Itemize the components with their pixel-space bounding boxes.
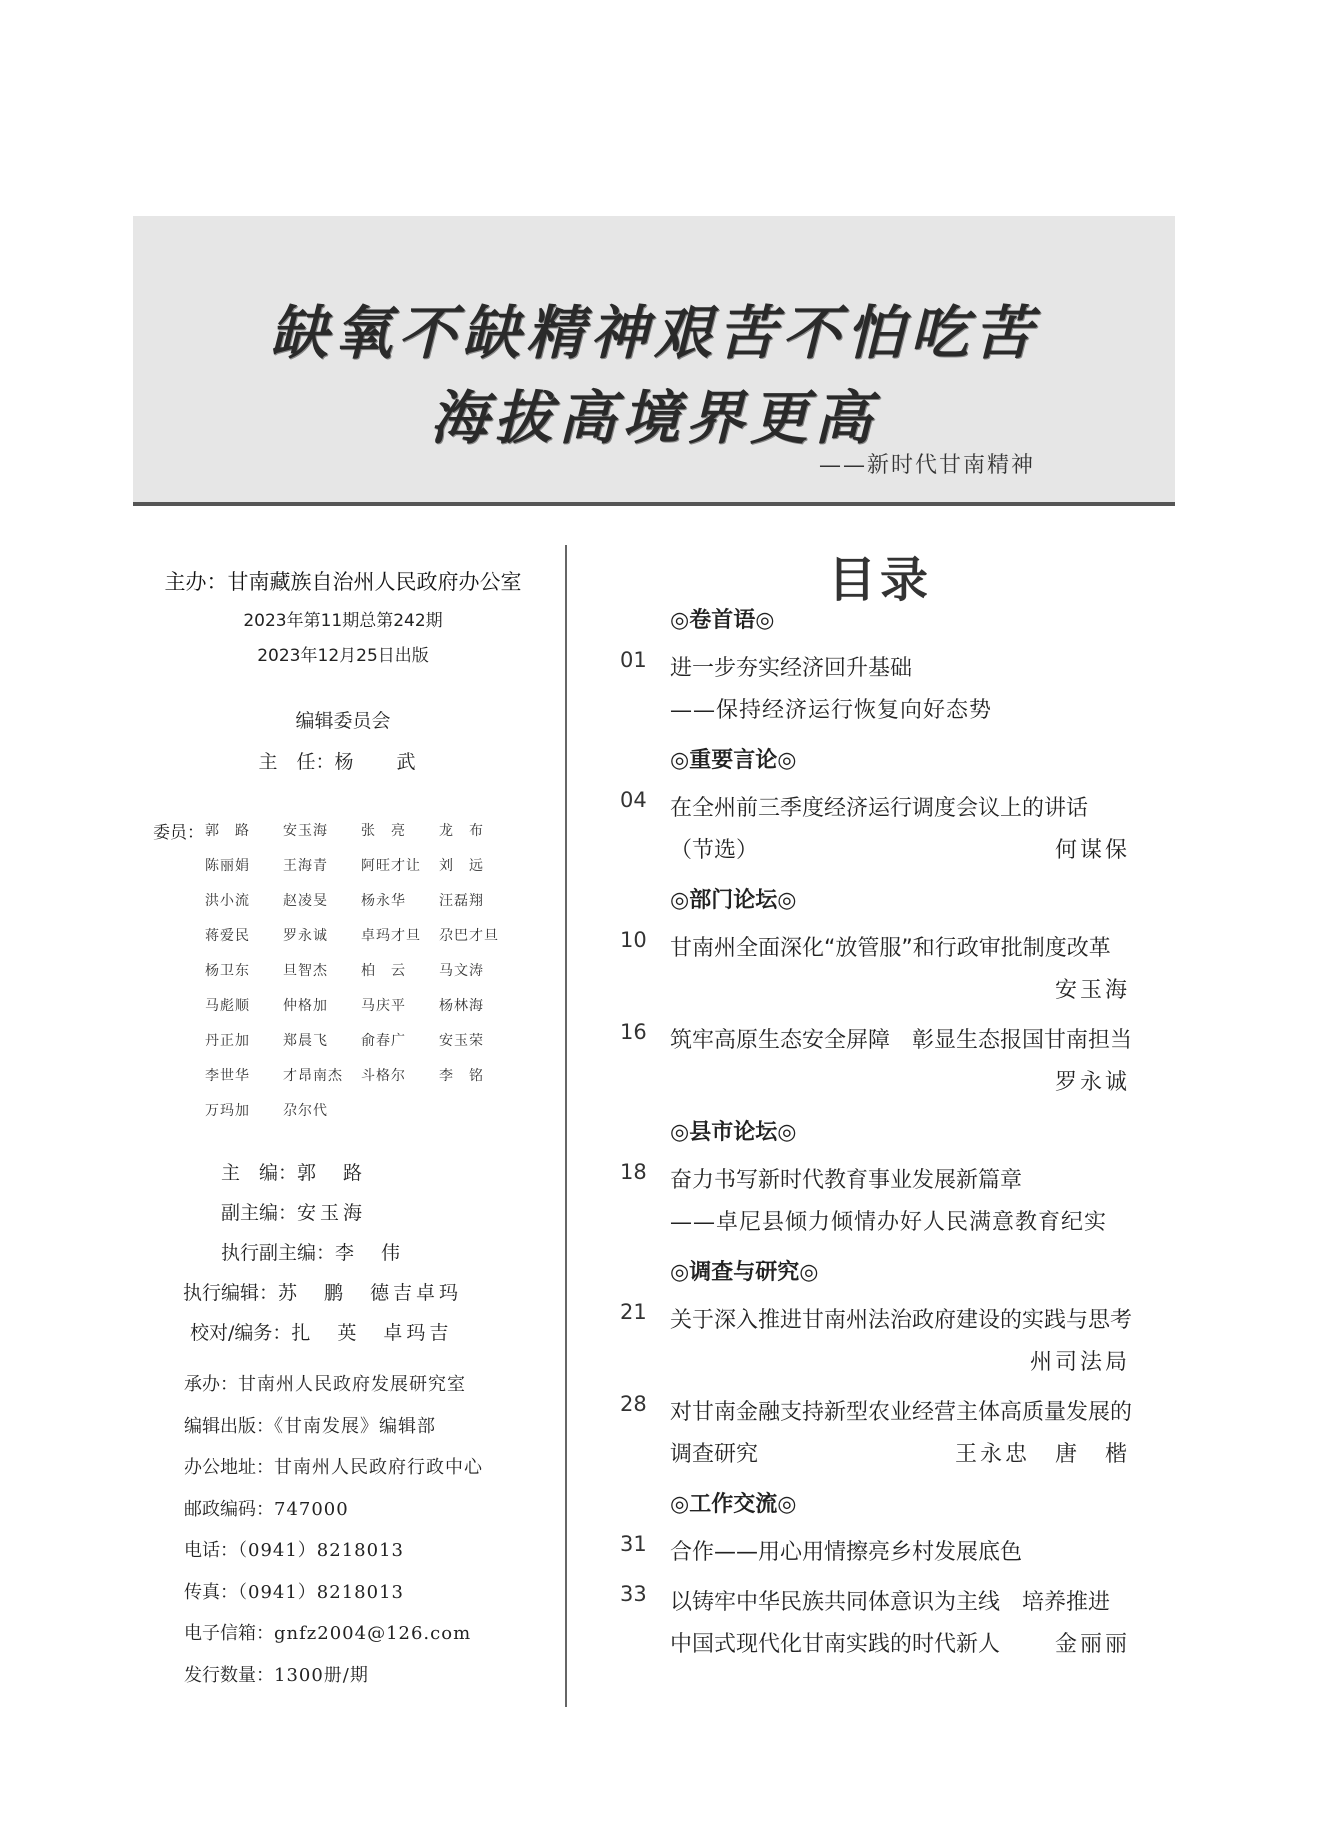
spacer	[610, 1476, 1170, 1484]
toc-section-heading: ◎调查与研究◎	[670, 1259, 819, 1285]
member-name: 阿旺才让	[361, 858, 421, 874]
board-director	[133, 747, 553, 774]
spacer	[610, 1152, 1170, 1160]
toc-page-number: 04	[620, 788, 647, 812]
toc-entry-title: （节选） 何谋保	[670, 830, 1170, 872]
toc-entry-author: 罗永诚	[1054, 1070, 1130, 1095]
member-row	[205, 890, 517, 925]
motto-line-2: 海拔高境界更高	[429, 384, 878, 452]
toc-page-number: 10	[620, 928, 647, 952]
spacer	[610, 1524, 1170, 1532]
toc-entry-title: 甘南州全面深化“放管服”和行政审批制度改革	[670, 936, 1111, 961]
member-name: 斗格尔	[361, 1068, 406, 1084]
editorial-board-title: 编辑委员会	[295, 710, 391, 732]
toc-entry-title: 调查研究 王永忠 唐 楷	[670, 1434, 1170, 1476]
toc-entry-subtitle: ——保持经济运行恢复向好态势	[670, 698, 993, 723]
toc-entry-title: 合作——用心用情擦亮乡村发展底色	[670, 1540, 1023, 1565]
member-name: 李 铭	[439, 1068, 484, 1084]
toc-entry-title: 对甘南金融支持新型农业经营主体高质量发展的	[670, 1400, 1133, 1425]
contact-row	[184, 1495, 483, 1537]
member-name	[439, 1100, 517, 1135]
toc-entry-title: 关于深入推进甘南州法治政府建设的实践与思考	[670, 1308, 1133, 1333]
toc-page-number: 01	[620, 648, 647, 672]
member-row	[205, 925, 517, 960]
editor-role: 执行副主编：	[221, 1242, 336, 1264]
toc-page-number: 18	[620, 1160, 647, 1184]
sponsor: 主办：甘南藏族自治州人民政府办公室	[164, 570, 522, 594]
spacer	[610, 1666, 1170, 1674]
toc-title: 目录	[828, 552, 933, 608]
editor-name: 李 伟	[335, 1242, 405, 1264]
editor-name: 郭 路	[297, 1162, 367, 1184]
contact-label: 传真：	[184, 1581, 238, 1603]
toc-entry-author: 王永忠 唐 楷	[954, 1442, 1130, 1467]
toc-entry	[610, 1392, 1170, 1476]
spacer	[610, 732, 1170, 740]
publication-info	[133, 566, 553, 666]
spacer	[610, 920, 1170, 928]
member-name: 杨卫东	[205, 963, 250, 979]
publication-date: 2023年12月25日出版	[257, 646, 429, 666]
member-name: 安玉荣	[439, 1033, 484, 1049]
toc-entry-author: 安玉海	[1054, 978, 1130, 1003]
toc-section-heading: ◎部门论坛◎	[670, 887, 797, 913]
member-name	[361, 1100, 439, 1135]
member-name: 卓玛才旦	[361, 928, 421, 944]
toc-page-number: 16	[620, 1020, 647, 1044]
editor-list	[133, 1158, 553, 1358]
contact-label: 承办：	[184, 1374, 238, 1395]
member-name: 马庆平	[361, 998, 406, 1014]
member-name: 龙 布	[439, 823, 484, 839]
member-name: 俞春广	[361, 1033, 406, 1049]
spacer	[610, 872, 1170, 880]
editor-name: 苏 鹏 德吉卓玛	[278, 1282, 463, 1304]
member-name: 李世华	[205, 1068, 250, 1084]
contact-row	[184, 1536, 483, 1578]
editor-row	[133, 1318, 553, 1358]
toc-entry	[610, 928, 1170, 1012]
member-name: 安玉海	[283, 823, 328, 839]
member-name: 杨林海	[439, 998, 484, 1014]
toc-entry-subtitle: ——卓尼县倾力倾情办好人民满意教育纪实	[670, 1210, 1108, 1235]
member-name: 刘 远	[439, 858, 484, 874]
spacer	[610, 1104, 1170, 1112]
member-name: 赵凌旻	[283, 893, 328, 909]
toc-entry	[610, 1582, 1170, 1666]
member-row	[205, 1030, 517, 1065]
contact-label: 邮政编码：	[184, 1498, 274, 1520]
member-name: 汪磊翔	[439, 893, 484, 909]
spacer	[610, 780, 1170, 788]
toc-entry-title: 进一步夯实经济回升基础	[670, 656, 913, 681]
contact-row	[184, 1370, 483, 1412]
member-name: 仲格加	[283, 998, 328, 1014]
toc-entry-title: 筑牢高原生态安全屏障 彰显生态报国甘南担当	[670, 1028, 1133, 1053]
member-name: 郭 路	[205, 823, 250, 839]
toc-entry-author: 金丽丽	[1054, 1632, 1130, 1657]
contact-label: 编辑出版：	[184, 1415, 274, 1437]
issue-number: 2023年第11期总第242期	[243, 611, 443, 631]
member-name: 才昂南杰	[283, 1068, 343, 1084]
toc-entry-author: 州司法局	[1029, 1350, 1130, 1375]
editor-role: 主 编：	[221, 1162, 298, 1184]
member-name: 马文涛	[439, 963, 484, 979]
contact-value: （0941）8218013	[238, 1540, 404, 1561]
member-name: 洪小流	[205, 893, 250, 909]
toc-entry	[610, 788, 1170, 872]
contact-label: 办公地址：	[184, 1457, 274, 1478]
member-name: 旦智杰	[283, 963, 328, 979]
toc-section-heading: ◎卷首语◎	[670, 607, 775, 633]
toc-entry	[610, 1020, 1170, 1104]
member-name: 郑晨飞	[283, 1033, 328, 1049]
editor-row	[133, 1198, 553, 1238]
member-row	[205, 855, 517, 890]
toc-entry-author: 何谋保	[1054, 838, 1130, 863]
member-name: 蒋爱民	[205, 928, 250, 944]
contact-row	[184, 1619, 483, 1661]
spacer	[610, 1384, 1170, 1392]
spacer	[610, 1292, 1170, 1300]
motto-attribution: ——新时代甘南精神	[818, 453, 1035, 478]
members-label: 委员：	[153, 823, 204, 843]
column-divider	[565, 545, 567, 1707]
contact-label: 电子信箱：	[184, 1623, 274, 1644]
toc-entry-title: 以铸牢中华民族共同体意识为主线 培养推进	[670, 1590, 1111, 1615]
member-name: 柏 云	[361, 963, 406, 979]
editor-row	[133, 1238, 553, 1278]
toc-section-heading: ◎工作交流◎	[670, 1491, 797, 1517]
spacer	[610, 1012, 1170, 1020]
toc-entry	[610, 1532, 1170, 1574]
editor-role: 校对/编务：	[190, 1322, 292, 1344]
member-name: 罗永诚	[283, 928, 328, 944]
table-of-contents	[610, 600, 1170, 1674]
toc-section-heading: ◎县市论坛◎	[670, 1119, 797, 1145]
contact-value: 747000	[274, 1498, 349, 1520]
contact-value: （0941）8218013	[238, 1581, 404, 1603]
toc-page-number: 28	[620, 1392, 647, 1416]
member-row	[205, 1065, 517, 1100]
toc-entry-title: 在全州前三季度经济运行调度会议上的讲话	[670, 796, 1089, 821]
contact-value: 1300册/期	[274, 1664, 369, 1686]
contact-list	[184, 1370, 483, 1702]
member-name: 丹正加	[205, 1033, 250, 1049]
motto-line-1: 缺氧不缺精神艰苦不怕吃苦	[269, 299, 1038, 367]
member-row	[205, 960, 517, 995]
toc-page-number: 21	[620, 1300, 647, 1324]
spacer	[610, 640, 1170, 648]
member-name: 王海青	[283, 858, 328, 874]
motto-banner	[133, 216, 1175, 506]
contact-value: gnfz2004@126.com	[274, 1623, 472, 1644]
member-name: 陈丽娟	[205, 858, 250, 874]
spacer	[610, 1574, 1170, 1582]
contact-value: 甘南州人民政府行政中心	[274, 1457, 483, 1478]
member-name: 尕巴才旦	[439, 928, 499, 944]
member-row	[205, 1100, 517, 1135]
masthead-column	[133, 560, 553, 1119]
editor-row	[133, 1278, 553, 1318]
contact-row	[184, 1578, 483, 1620]
toc-page-number: 33	[620, 1582, 647, 1606]
member-name: 马彪顺	[205, 998, 250, 1014]
member-name: 万玛加	[205, 1103, 250, 1119]
director-label: 主 任：	[258, 751, 335, 773]
member-row	[205, 995, 517, 1030]
editor-name: 扎 英 卓玛吉	[291, 1322, 453, 1344]
toc-section-heading: ◎重要言论◎	[670, 747, 797, 773]
contact-label: 电话：	[184, 1540, 238, 1561]
editor-row	[133, 1158, 553, 1198]
contact-row	[184, 1661, 483, 1703]
editor-role: 副主编：	[221, 1202, 298, 1224]
toc-entry	[610, 1300, 1170, 1384]
member-name: 尕尔代	[283, 1103, 328, 1119]
toc-entry	[610, 1160, 1170, 1244]
members-grid	[205, 820, 517, 1135]
toc-entry-title: 中国式现代化甘南实践的时代新人 金丽丽	[670, 1624, 1170, 1666]
toc-page-number: 31	[620, 1532, 647, 1556]
contact-row	[184, 1412, 483, 1454]
contact-label: 发行数量：	[184, 1664, 274, 1686]
spacer	[610, 1244, 1170, 1252]
editor-name: 安玉海	[297, 1202, 367, 1224]
member-name: 杨永华	[361, 893, 406, 909]
member-name: 张 亮	[361, 823, 406, 839]
toc-entry-title: 奋力书写新时代教育事业发展新篇章	[670, 1168, 1023, 1193]
toc-entry	[610, 648, 1170, 732]
editor-role: 执行编辑：	[183, 1282, 279, 1304]
contact-value: 甘南州人民政府发展研究室	[238, 1374, 466, 1395]
member-row	[205, 820, 517, 855]
director-name: 杨 武	[334, 751, 428, 773]
contact-row	[184, 1453, 483, 1495]
contact-value: 《甘南发展》编辑部	[274, 1415, 436, 1437]
